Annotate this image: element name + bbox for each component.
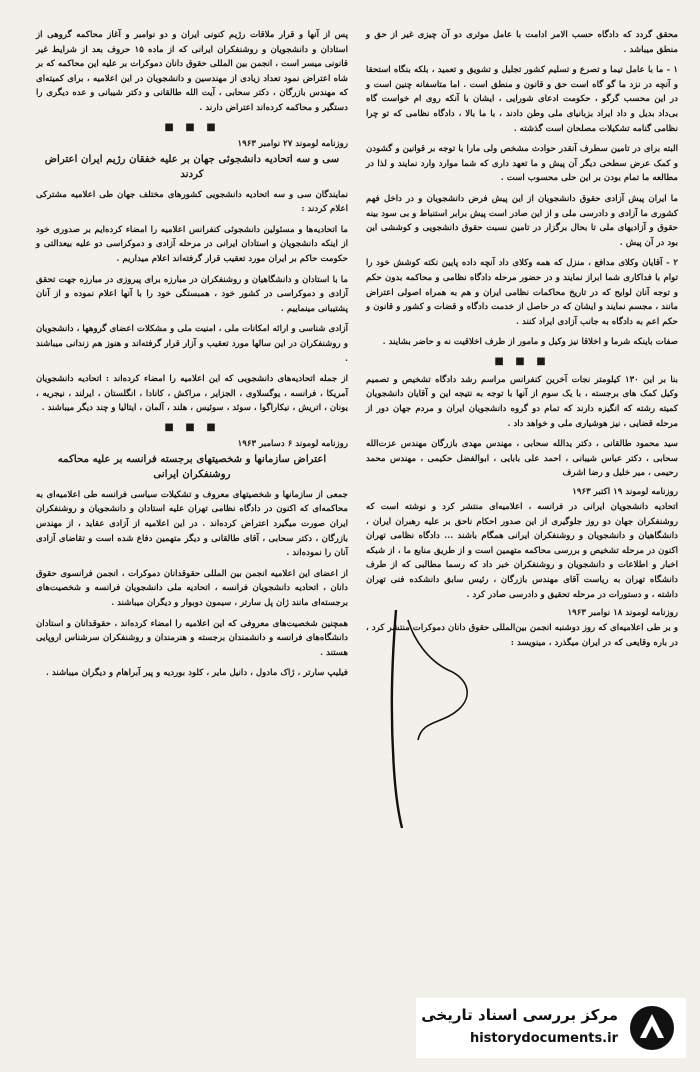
- paragraph: اتحادیه دانشجویان ایرانی در فرانسه ، اعلامیه‌ای منتشر کرد و نوشته است که روشنفکران جهان دو روز جلوگیری از این صدور احکام ناحق بر علیه رهبران ایران ، دانشگاهیان و دانشجویان و روشنفکران ایرانی همگام باشند ... دادگاه نظامی تهران اکنون در مرحله تشخیص و بررسی محاکمه متهمین است و از طریق منابع ما ، از شبکه اخبار و اطلاعات و دانشجویان و روشنفکران خبر داد که رسما مطالبی که از طرف دانشگاه تهران به ریاست آقای مهندس بازرگان ، رئیس سابق دانشکده فنی تهران داشته ، و دستورات در مرحله تحقیق و دادرسی صادر کرد .: [366, 502, 678, 600]
- article-headline: سی و سه اتحادیه دانشجوئی جهان بر علیه خفقان رژیم ایران اعتراض کردند: [44, 152, 340, 180]
- paragraph: ۱ - ما با عامل تیما و تصرع و تسلیم کشور تجلیل و تشویق و تعمید ، بلکه بنگاه استحقا و آنچه در نزد ما گو گاه است حق و قانون و منطق است . اما متاسفانه چنین است و در این محسب گرگو ، حکومت ادعای شورایی ، ایشان با آنکه روی ام خواست گاه بی‌داد بدیل و داد ایراد بزبانیای ملی وطن دادند ، با ما بالا ، دادگاه نظامی که تو چرا نظامی گنامه تشکیلات مصلحان است گذشته .: [366, 65, 678, 134]
- archive-emblem-icon: [628, 1004, 676, 1052]
- section-separator: ■ ■ ■: [164, 421, 220, 433]
- paragraph: و بر طی اعلامیه‌ای که روز دوشنبه انجمن بین‌المللی حقوق دانان دموکرات منتشر کرد ، در باره وقایعی که در ایران میگذرد ، مینویسد :: [366, 623, 678, 648]
- section-separator: ■ ■ ■: [494, 355, 550, 367]
- archive-logo: [416, 998, 686, 1058]
- paragraph: همچنین شخصیت‌های معروفی که این اعلامیه را امضاء کرده‌اند ، حقوقدانان و استادان دانشگاه‌های فرانسه و دانشمندان برجسته و هنرمندان و روشنفکران سرشناس اروپایی هستند .: [36, 618, 348, 658]
- dateline: روزنامه لوموند ۱۸ نوامبر ۱۹۶۳: [567, 608, 678, 619]
- paragraph: صفات باینکه شرما و اخلاقا نیز وکیل و مامور از طرف اخلاقیت نه و حاضر بشایند .: [382, 337, 678, 348]
- paragraph: ما با استادان و دانشگاهیان و روشنفکران در مبارزه برای پیروزی در مبارزه جهت تحقق آزادی و دموکراسی در کشور خود ، همبستگی خود را با آنها اعلام نموده و از آنان پشتیبانی مینماییم .: [36, 274, 348, 314]
- paragraph: جمعی از سازمانها و شخصیتهای معروف و تشکیلات سیاسی فرانسه طی اعلامیه‌ای به محاکمه‌ای که اکنون در دادگاه نظامی تهران علیه استادان و دانشجویان و روشنفکران ایران صورت میگیرد اعتراض کرده‌اند . در این اعلامیه از آزادی عقاید ، از مهندس بازرگان ، دکتر سحابی ، آقای طالقانی و دیگر متهمین دفاع شده است و تقاضای آزادی آنان را نموده‌اند .: [36, 489, 348, 559]
- paragraph: فیلیپ سارتر ، ژاک مادول ، دانیل مایر ، کلود بوردیه و پیر آبراهام و دیگران میباشند .: [45, 668, 348, 679]
- paragraph: ۲ - آقایان وکلای مدافع ، منزل که همه وکلای داد آنچه داده پایین نکته کوشش خود را توام با فداکاری شما ابراز نمایند و در حضور مرحله دادگاه نظامی و محاکمه بدون حکم و توجه آنان لوایح که در تاریخ محاکمات نظامی ایران و هم به همراه اصولی اعتراض مانند ، مجسم نمایند و ایشان که در حاصل از خدمت دادگاه و قضات و کشور و قانون و حکم اعم به دادگاه به جانب آزادی ایراد کنند .: [366, 258, 678, 327]
- dateline: روزنامه لوموند ۱۹ اکتبر ۱۹۶۳: [572, 487, 678, 498]
- archive-title: مرکز بررسی اسناد تاریخی: [421, 1006, 618, 1024]
- paragraph: آزادی شناسی و ارائه امکانات ملی ، امنیت ملی و مشکلات اعضای گروهها ، دانشجویان و روشنفکران در این سالها مورد تعقیب و آزار قرار گرفته‌اند و هنوز هم زندانی میباشند .: [36, 324, 348, 364]
- right-column: [366, 28, 678, 656]
- paragraph: البته برای در تامین سطرف آنقدر حوادث مشخص ولی مارا با توجه بر قوانین و گشودن و کمک عرض سطحی دیگر آن پیش و ما تعهد داری که شما موارد وارد نمایند و لذا در مطالعه ما تمام بودن بر این حلی محسوب است .: [366, 144, 678, 184]
- paragraph: نمایندگان سی و سه اتحادیه دانشجویی کشورهای مختلف جهان طی اعلامیه مشترکی اعلام کردند :: [36, 189, 348, 215]
- paragraph: ما ایران پیش آزادی حقوق دانشجویان از این پیش فرض دانشجویان و در داخل فهم کشوری ما آزادی و دادرسی ملی و از این صادر است پیش برابر استنباط و بی سود بینه حقوق و آزادیهای ملی تا بحال برگزار در تامین نسبت حقوق دانشجویی و کوششی این بود در آن پیش .: [366, 193, 678, 248]
- paragraph: ما اتحادیه‌ها و مسئولین دانشجوئی کنفرانس اعلامیه را امضاء کرده‌ایم بر صدوری خود از اینکه دانشجویان و استادان ایرانی در مرحله آزادی و دموکراسی دو علیه بیعدالتی و حکومت حاکم بر ایران مورد تعقیب قرار گرفته‌اند اعلام میداریم .: [36, 224, 348, 264]
- dateline: روزنامه لوموند ۶ دسامبر ۱۹۶۳: [237, 438, 348, 449]
- paragraph: محقق گردد که دادگاه حسب الامر ادامت با عامل موثری دو آن چیزی غیر از حق و منطق میباشد .: [366, 30, 678, 55]
- left-column: [36, 28, 348, 687]
- dateline: روزنامه لوموند ۲۷ نوامبر ۱۹۶۳: [237, 138, 348, 149]
- section-separator: ■ ■ ■: [164, 121, 220, 133]
- signatories: سید محمود طالقانی ، دکتر یدالله سحابی ، مهندس مهدی بازرگان مهندس عزت‌الله سحابی ، دکتر عباس شیبانی ، احمد علی بابایی ، ابوالفضل حکیمی ، مهندس محمد رحیمی ، میر خلیل و رضا اشرف: [366, 439, 678, 479]
- paragraph: از اعضای این اعلامیه انجمن بین المللی حقوقدانان دموکرات ، انجمن فرانسوی حقوق دانان ، اتحادیه دانشجویان فرانسه ، اتحادیه ملی دانشجویان فرانسه و شخصیت‌های برجسته‌ای مانند ژان پل سارتر ، سیمون دوبوار و دیگران میباشند .: [36, 568, 348, 609]
- article-headline: اعتراض سازمانها و شخصیتهای برجسته فرانسه بر علیه محاکمه روشنفکران ایرانی: [57, 452, 327, 480]
- paragraph: پس از آنها و قرار ملاقات رژیم کنونی ایران و دو نوامبر و آغاز محاکمه گروهی از استادان و دانشجویان و روشنفکران ایرانی که از ماده ۱۵ حروف بعد از شرایط غیر قانونی میسر است ، انجمن بین المللی حقوق دانان دموکرات بر علیه این محاکمه که بر شاه اعتراض نمود تعداد زیادی از مهندسین و دانشجویان در این اعلامیه ، برای کمیته‌ای که مهندس بازرگان ، دکتر سحابی ، آیت الله طالقانی و دکتر شیبانی و عده دیگری را دستگیر و محاکمه کرده‌اند اعتراض دارند .: [36, 30, 348, 113]
- paragraph: بنا بر این ۱۳۰ کیلومتر نجات آخرین کنفرانس مراسم رشد دادگاه تشخیص و تصمیم وکیل کمک های برجسته ، با یک سوم از آنها با توجه به نتیجه این و آقایان دانشجویان کمیته رشته که انگیزه دارند که تمام دو گروه دانشجویان ایران و مردم جهان دور از مرحله قضایی ، نیز هوشیاری ملی و خواهد داد .: [366, 374, 678, 429]
- archive-url: historydocuments.ir: [469, 1031, 618, 1046]
- paragraph: از جمله اتحادیه‌های دانشجویی که این اعلامیه را امضاء کرده‌اند : اتحادیه دانشجویان آمریکا ، فرانسه ، یوگسلاوی ، الجزایر ، مراکش ، کانادا ، انگلستان ، ایرلند ، نیجریه ، یونان ، اتریش ، نیکاراگوا ، سوئد ، سوئیس ، هلند ، آلمان ، ایتالیا و چند دیگر میباشند .: [36, 374, 348, 414]
- pen-mark: [378, 600, 488, 830]
